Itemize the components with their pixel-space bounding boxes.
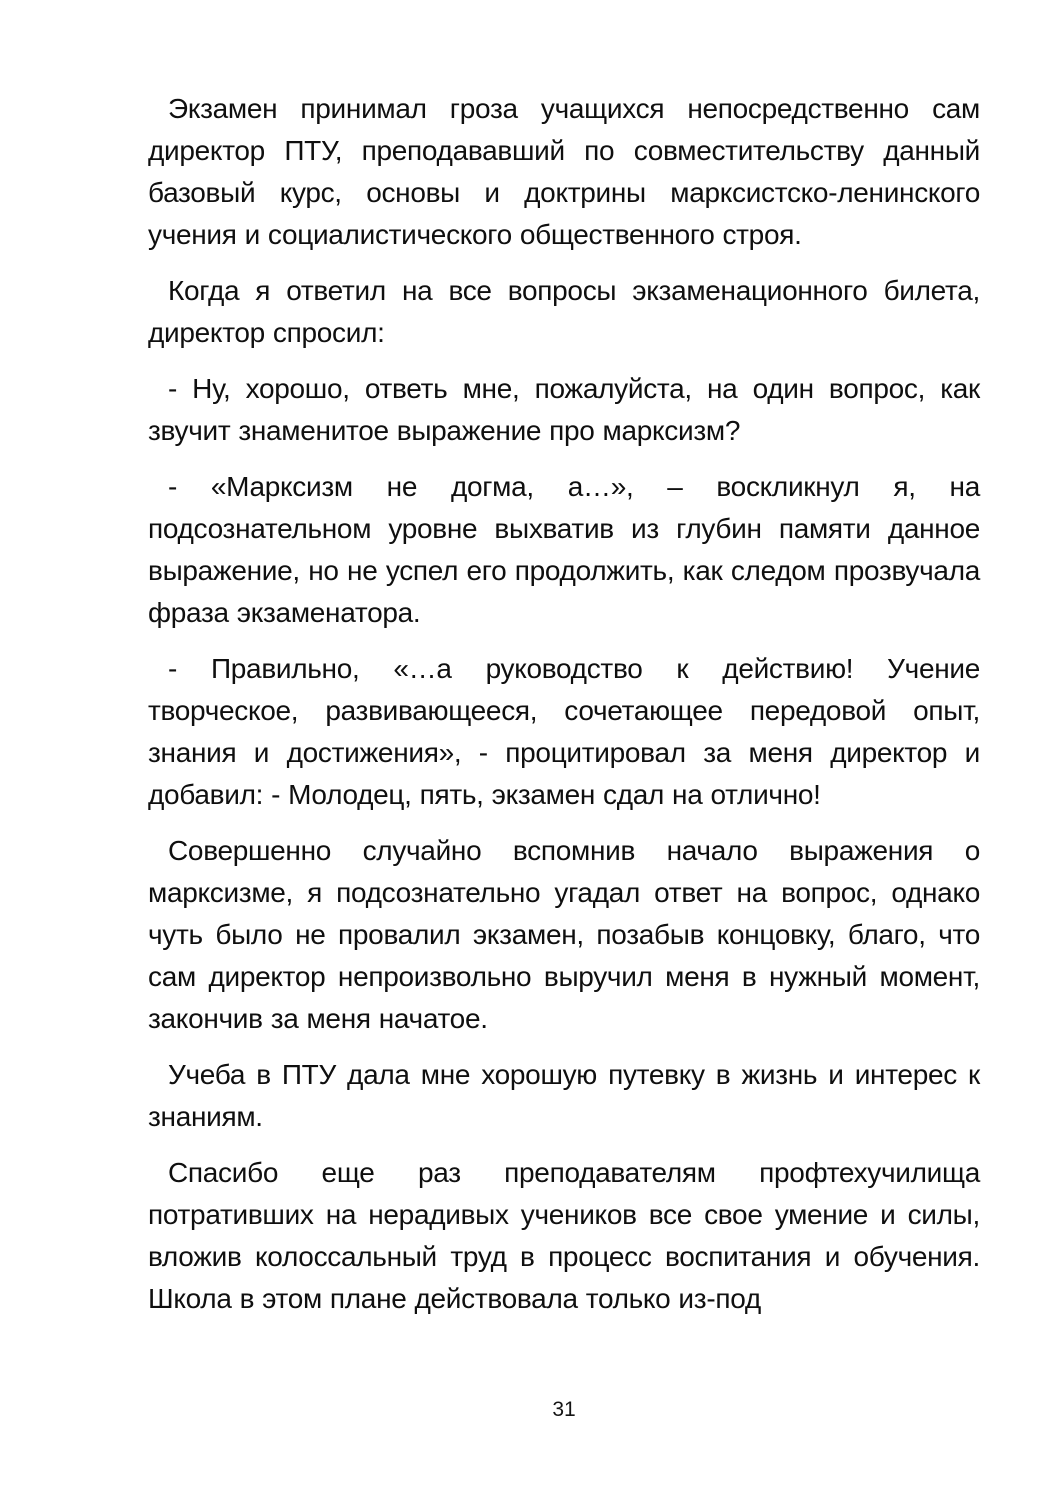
paragraph-4: - «Марксизм не догма, а…», – воскликнул я, на подсознательном уровне выхватив из глубин памяти данное выражение, но не успел его продолжить, как следом прозвучала фраза экзаменатора. [148, 471, 980, 628]
paragraph-8: Спасибо еще раз преподавателям профтехучилища потративших на нерадивых учеников все свое умение и силы, вложив колоссальный труд в процесс воспитания и обучения. Школа в этом плане действовала только из-под [148, 1157, 980, 1314]
paragraph-1: Экзамен принимал гроза учащихся непосредственно сам директор ПТУ, преподававший по совместительству данный базовый курс, основы и доктрины марксистско-ленинского учения и социалистического общественного строя. [148, 93, 980, 250]
page-text [148, 88, 980, 1334]
paragraph-5: - Правильно, «…а руководство к действию! Учение творческое, развивающееся, сочетающее передовой опыт, знания и достижения», - процитировал за меня директор и добавил: - Молодец, пять, экзамен сдал на отлично! [148, 653, 980, 810]
page-number: 31 [552, 1398, 576, 1421]
paragraph-6: Совершенно случайно вспомнив начало выражения о марксизме, я подсознательно угадал ответ на вопрос, однако чуть было не провалил экзамен, позабыв концовку, благо, что сам директор непроизвольно выручил меня в нужный момент, закончив за меня начатое. [148, 835, 980, 1034]
paragraph-7: Учеба в ПТУ дала мне хорошую путевку в жизнь и интерес к знаниям. [148, 1059, 980, 1132]
paragraph-2: Когда я ответил на все вопросы экзаменационного билета, директор спросил: [148, 275, 980, 348]
paragraph-3: - Ну, хорошо, ответь мне, пожалуйста, на один вопрос, как звучит знаменитое выражение про марксизм? [148, 373, 980, 446]
